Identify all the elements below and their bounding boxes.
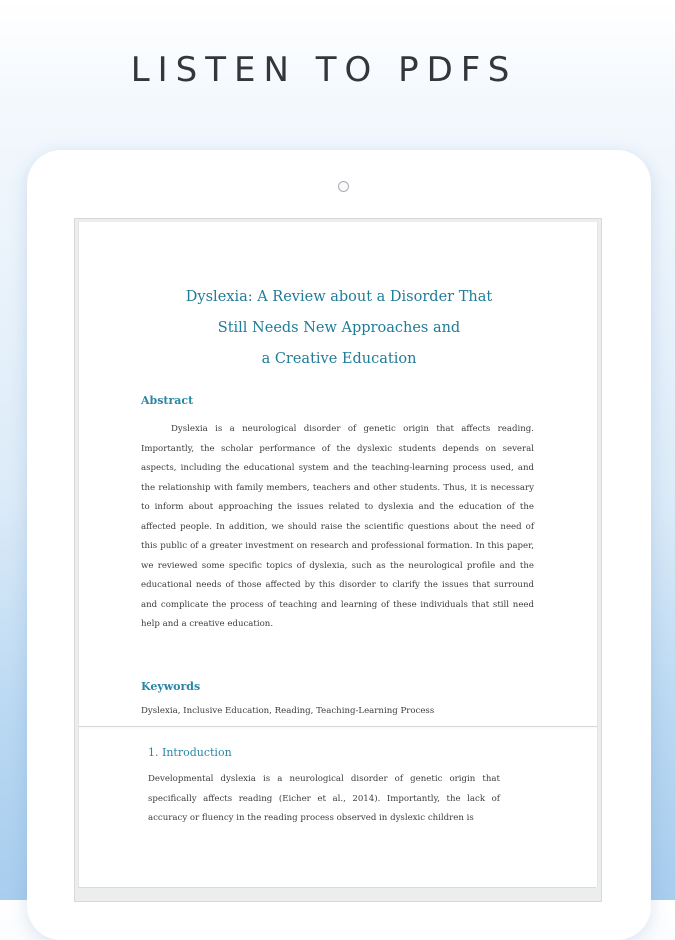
abstract-text: Dyslexia is a neurological disorder of genetic origin that affects reading. Importantly, the scholar performance of the dyslexic students depends on several aspects, including the educational system and the teaching-learning process used, and the relationship with family members, teachers and other students. Thus, it is necessary to inform about approaching the issues related to dyslexia and the education of the affected people. In addition, we should raise the scientific questions about the need of this public of a greater investment on research and professional formation. In this paper, we reviewed some specific topics of dyslexia, such as the neurological profile and the educational needs of those affected by this disorder to clarify the issues that surround and complicate the process of teaching and learning of these individuals that still need help and a creative education. (141, 424, 534, 629)
document-title-line-2: Still Needs New Approaches and (217, 320, 461, 336)
document-title-line-1: Dyslexia: A Review about a Disorder That (185, 289, 493, 305)
introduction-text: Developmental dyslexia is a neurological disorder of genetic origin that specifically affects reading (Eicher et al., 2014). Importantly, the lack of accuracy or fluency in the reading process observed in dyslexic children is (148, 774, 500, 823)
introduction-heading: 1. Introduction (148, 746, 232, 759)
promo-headline: LISTEN TO PDFS (130, 50, 518, 90)
pdf-page[interactable] (78, 222, 598, 887)
page-bottom-edge (78, 887, 596, 888)
abstract-heading: Abstract (141, 394, 194, 407)
tablet-camera-icon (338, 181, 349, 192)
keywords-text: Dyslexia, Inclusive Education, Reading, Teaching-Learning Process (141, 706, 435, 716)
document-title-line-3: a Creative Education (261, 351, 417, 367)
page-break-divider (79, 726, 597, 727)
document-title (139, 282, 539, 375)
keywords-heading: Keywords (141, 680, 201, 693)
